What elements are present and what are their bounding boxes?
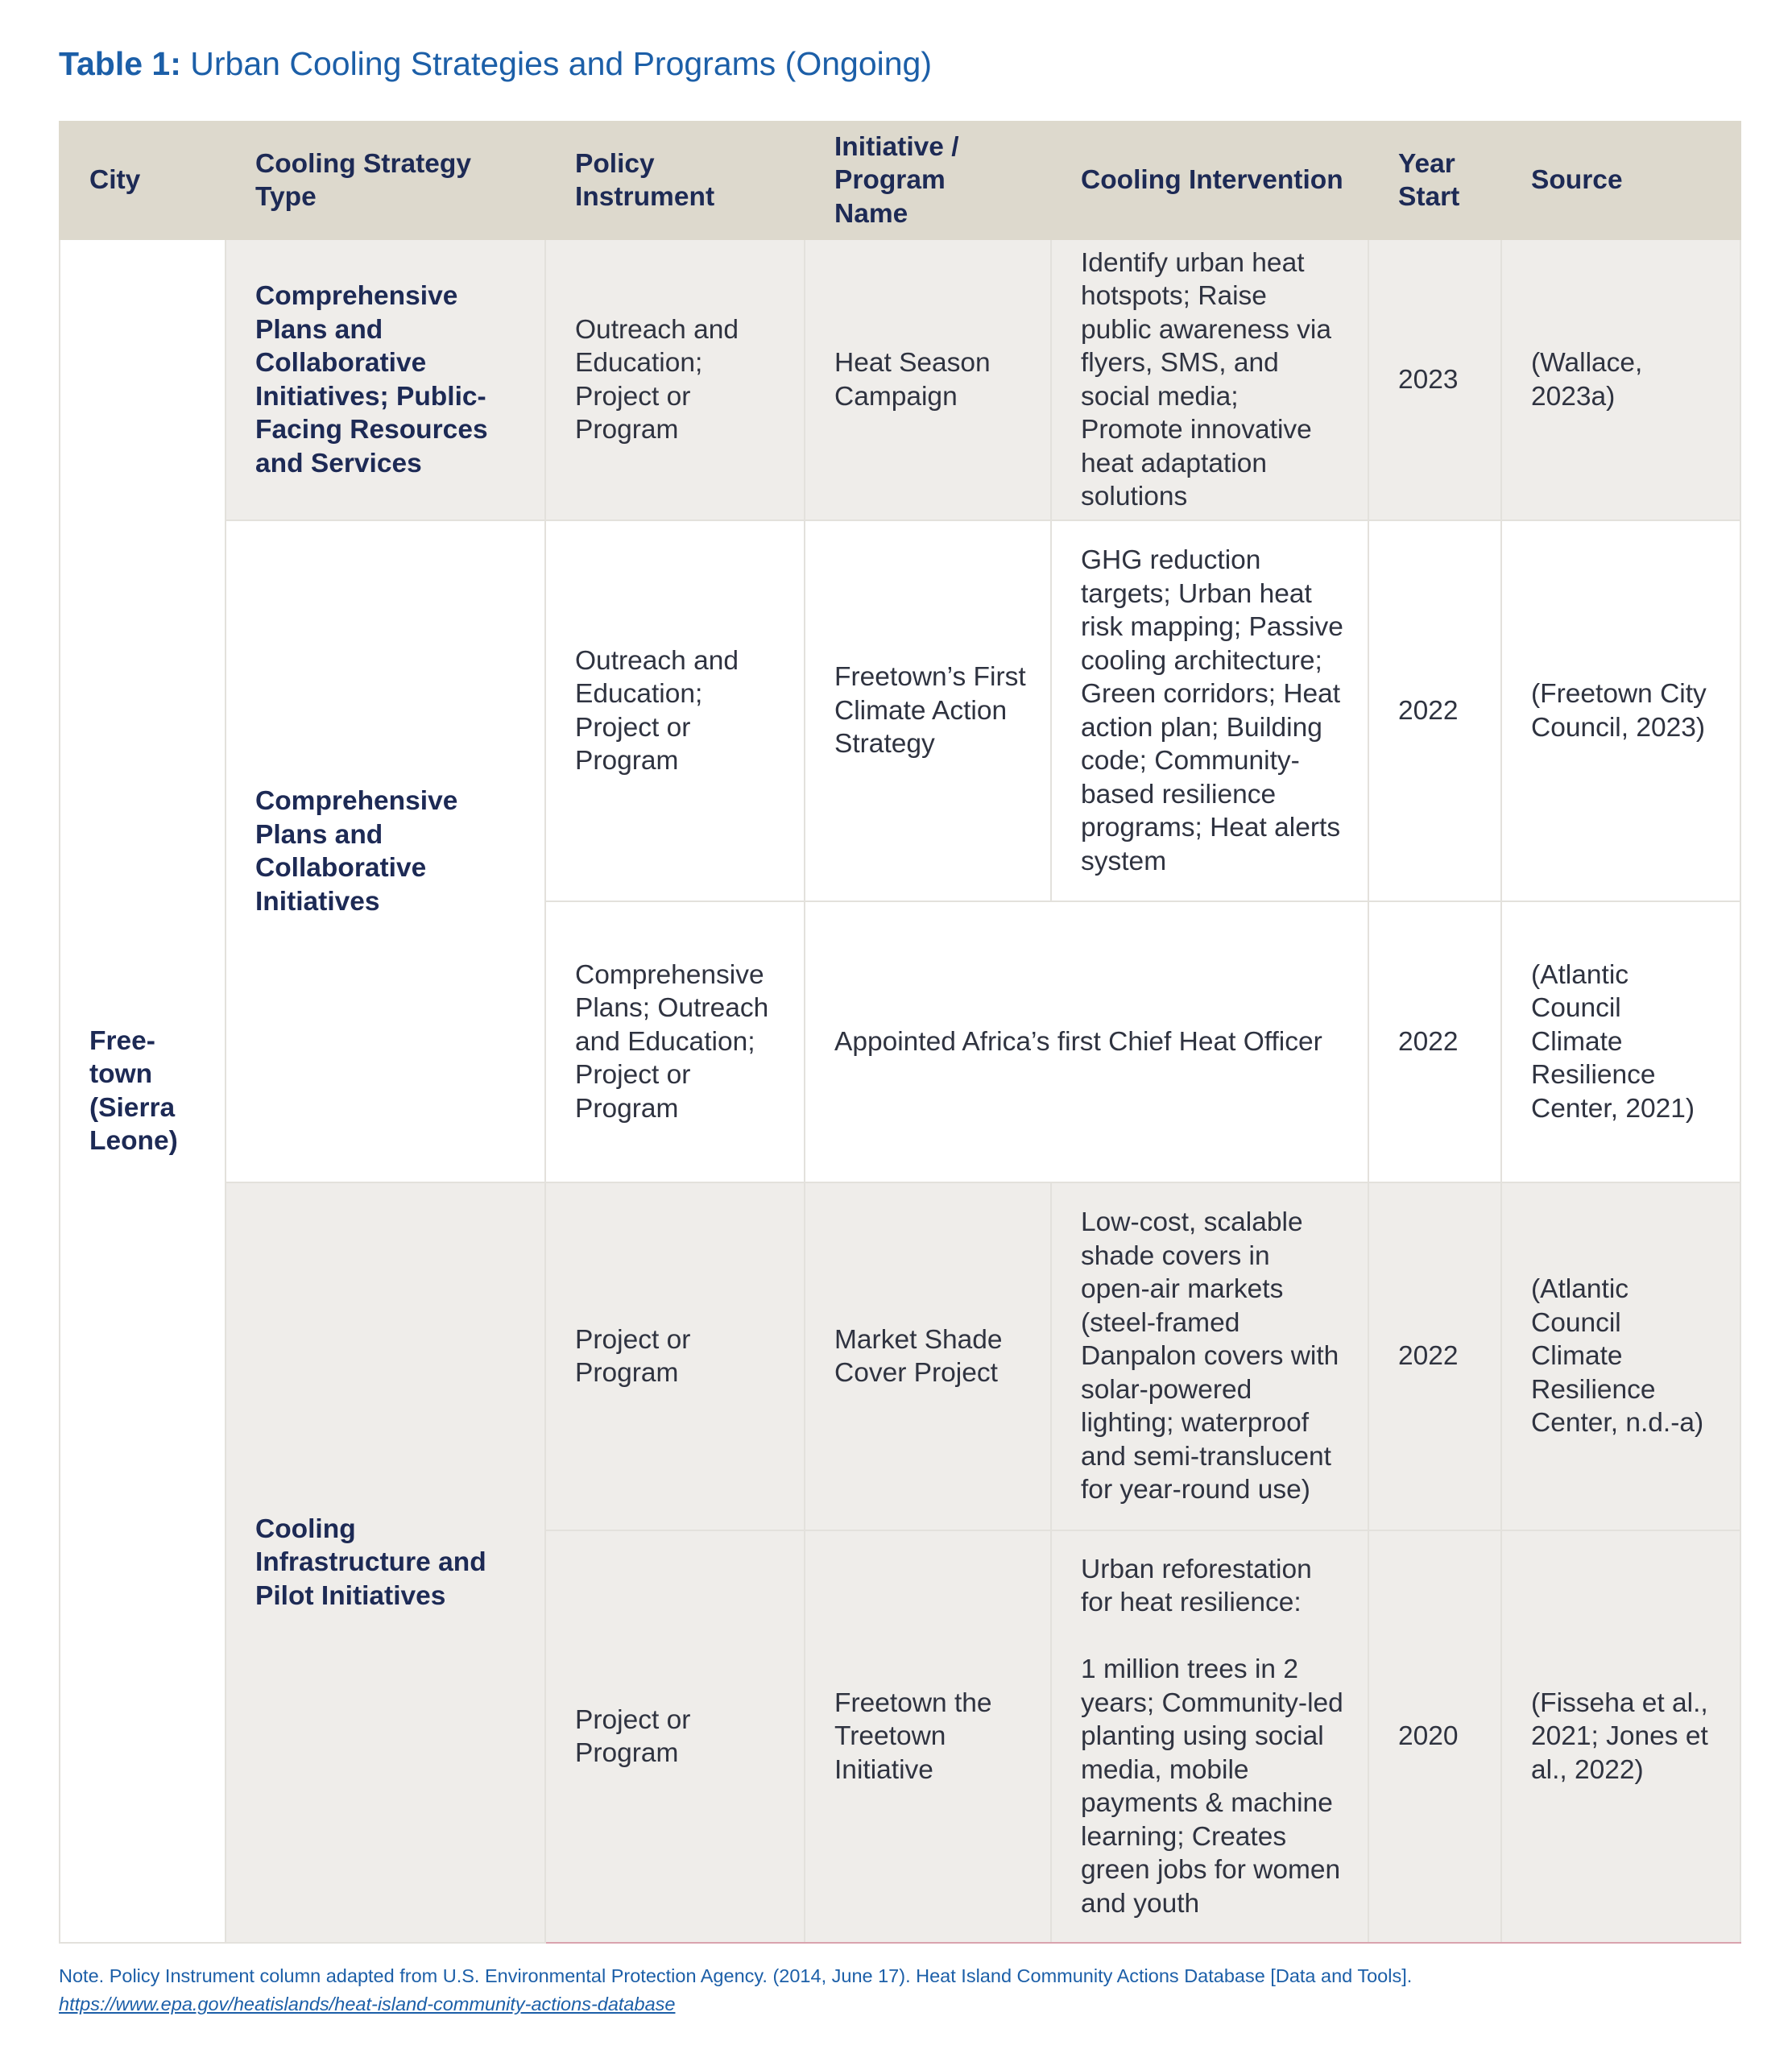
table-row (60, 1182, 1740, 1530)
strategies-table (59, 121, 1741, 1944)
initiative-cell: Freetown’s First Climate Action Strategy (805, 520, 1051, 901)
strategy-cell: Comprehensive Plans and Collaborative Initiatives (226, 520, 545, 1182)
header-source: Source (1501, 122, 1740, 239)
caption-title: Urban Cooling Strategies and Programs (Ongoing) (190, 45, 932, 82)
source-cell: (Fisseha et al., 2021; Jones et al., 2022) (1501, 1530, 1740, 1943)
year-cell: 2022 (1368, 901, 1501, 1182)
table-row (60, 520, 1740, 901)
table-row (60, 239, 1740, 520)
intervention-cell: GHG reduction targets; Urban heat risk mapping; Passive cooling architecture; Green corridors; Heat action plan; Building code; Community-based resilience programs; Heat alerts system (1051, 520, 1368, 901)
strategy-cell: Comprehensive Plans and Collaborative Initiatives; Public-Facing Resources and Services (226, 239, 545, 520)
intervention-cell: Urban reforestation for heat resilience: 1 million trees in 2 years; Community-led planting using social media, mobile payments & machine learning; Creates green jobs for women and youth (1051, 1530, 1368, 1943)
initiative-cell: Freetown the Treetown Initiative (805, 1530, 1051, 1943)
intervention-cell: Low-cost, scalable shade covers in open-air markets (steel-framed Danpalon covers with solar-powered lighting; waterproof and semi-translucent for year-round use) (1051, 1182, 1368, 1530)
table-caption (59, 45, 932, 83)
header-initiative: Initiative / Program Name (805, 122, 1051, 239)
year-cell: 2023 (1368, 239, 1501, 520)
header-city: City (60, 122, 226, 239)
source-cell: (Atlantic Council Climate Resilience Center, n.d.-a) (1501, 1182, 1740, 1530)
policy-cell: Outreach and Education; Project or Program (545, 520, 805, 901)
note-text: Note. Policy Instrument column adapted from U.S. Environmental Protection Agency. (2014, June 17). Heat Island Community Actions Database [Data and Tools]. (59, 1965, 1413, 1986)
policy-cell: Outreach and Education; Project or Program (545, 239, 805, 520)
header-row (60, 122, 1740, 239)
year-cell: 2022 (1368, 520, 1501, 901)
header-year: Year Start (1368, 122, 1501, 239)
source-cell: (Atlantic Council Climate Resilience Center, 2021) (1501, 901, 1740, 1182)
source-cell: (Freetown City Council, 2023) (1501, 520, 1740, 901)
year-cell: 2022 (1368, 1182, 1501, 1530)
table-note (59, 1962, 1412, 2019)
policy-cell: Project or Program (545, 1182, 805, 1530)
policy-cell: Project or Program (545, 1530, 805, 1943)
initiative-cell: Appointed Africa’s first Chief Heat Officer (805, 901, 1368, 1182)
strategy-cell: Cooling Infrastructure and Pilot Initiatives (226, 1182, 545, 1943)
header-policy: Policy Instrument (545, 122, 805, 239)
year-cell: 2020 (1368, 1530, 1501, 1943)
header-strategy: Cooling Strategy Type (226, 122, 545, 239)
initiative-cell: Market Shade Cover Project (805, 1182, 1051, 1530)
source-link[interactable]: https://www.epa.gov/heatislands/heat-island-community-actions-database (59, 1994, 676, 2014)
intervention-cell: Identify urban heat hotspots; Raise public awareness via flyers, SMS, and social media; Promote innovative heat adaptation solutions (1051, 239, 1368, 520)
header-intervention: Cooling Intervention (1051, 122, 1368, 239)
city-cell: Free-town (Sierra Leone) (60, 239, 226, 1943)
caption-label: Table 1: (59, 45, 181, 82)
policy-cell: Comprehensive Plans; Outreach and Education; Project or Program (545, 901, 805, 1182)
initiative-cell: Heat Season Campaign (805, 239, 1051, 520)
source-cell: (Wallace, 2023a) (1501, 239, 1740, 520)
